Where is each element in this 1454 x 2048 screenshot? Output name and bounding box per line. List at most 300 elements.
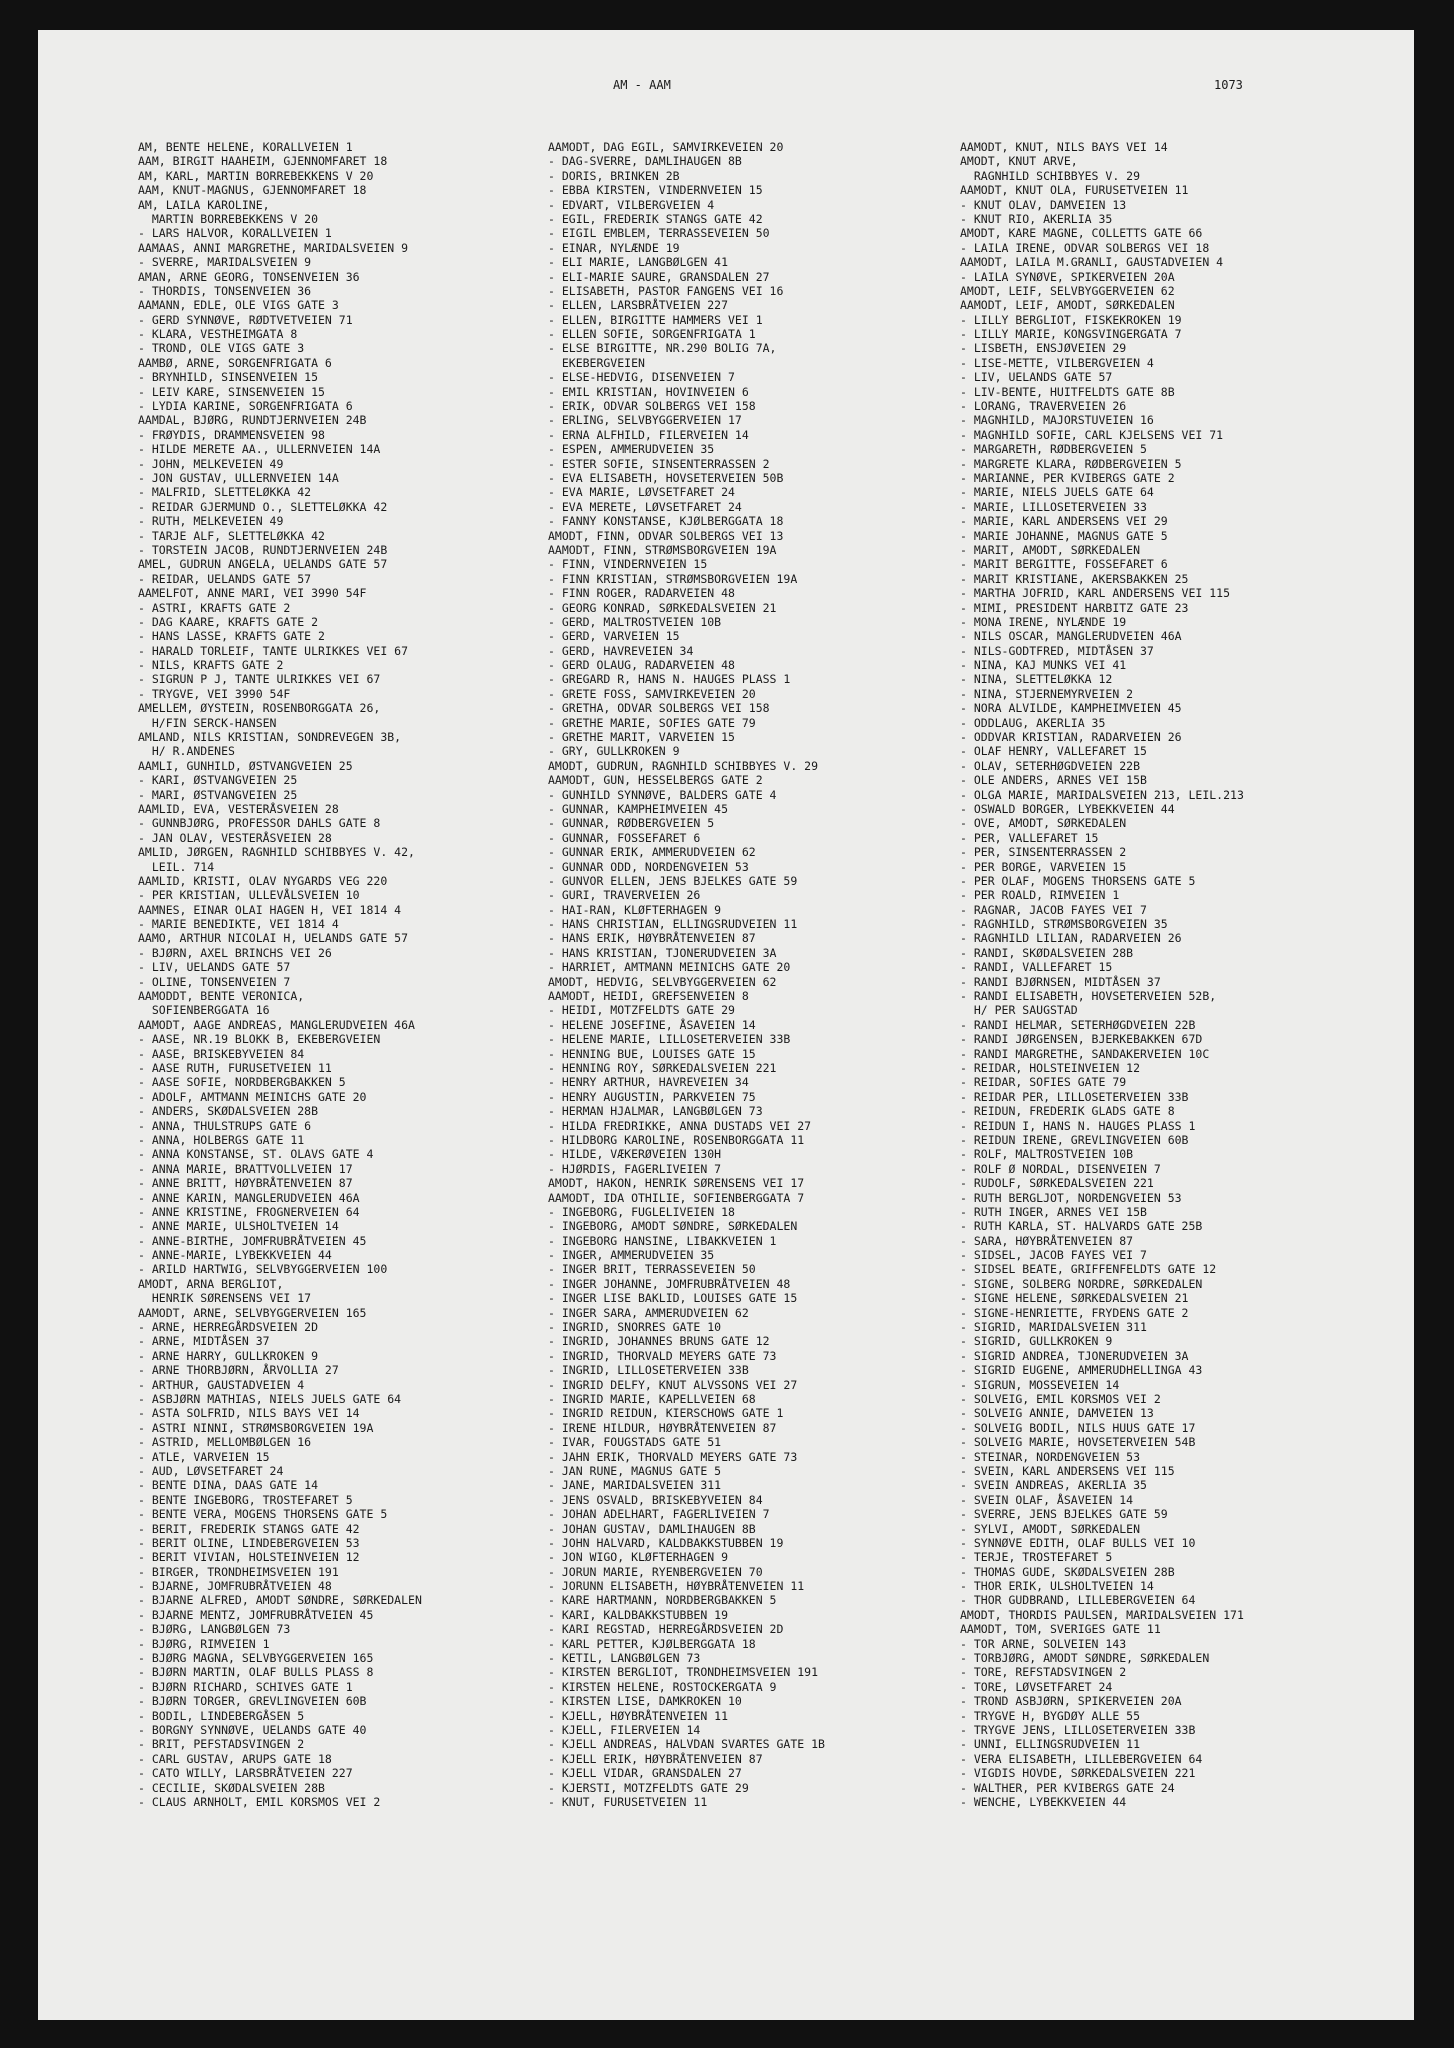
listing-entry: H/ R.ANDENES bbox=[138, 744, 235, 759]
listing-entry: - HANS LASSE, KRAFTS GATE 2 bbox=[138, 629, 325, 644]
listing-entry: - KARI, KALDBAKKSTUBBEN 19 bbox=[548, 1607, 729, 1622]
listing-entry: - WENCHE, LYBEKKVEIEN 44 bbox=[960, 1794, 1127, 1809]
listing-entry: - SYLVI, AMODT, SØRKEDALEN bbox=[960, 1521, 1141, 1536]
listing-entry: AMODT, HAKON, HENRIK SØRENSENS VEI 17 bbox=[548, 1176, 805, 1191]
listing-entry: - JOHAN GUSTAV, DAMLIHAUGEN 8B bbox=[548, 1521, 756, 1536]
listing-entry: - JOHAN ADELHART, FAGERLIVEIEN 7 bbox=[548, 1507, 770, 1522]
listing-entry: - KARL PETTER, KJØLBERGGATA 18 bbox=[548, 1636, 756, 1651]
listing-entry: - ARNE THORBJØRN, ÅRVOLLIA 27 bbox=[138, 1363, 339, 1378]
listing-entry: - ASBJØRN MATHIAS, NIELS JUELS GATE 64 bbox=[138, 1391, 402, 1406]
listing-entry: - MARIT BERGITTE, FOSSEFARET 6 bbox=[960, 557, 1168, 572]
listing-entry: - LEIV KARE, SINSENVEIEN 15 bbox=[138, 384, 325, 399]
listing-entry: - NINA, SLETTELØKKA 12 bbox=[960, 672, 1113, 687]
listing-entry: - RANDI, VALLEFARET 15 bbox=[960, 960, 1113, 975]
listing-entry: - GUNHILD SYNNØVE, BALDERS GATE 4 bbox=[548, 787, 777, 802]
listing-entry: - GRETHA, ODVAR SOLBERGS VEI 158 bbox=[548, 701, 770, 716]
listing-entry: - BENTE VERA, MOGENS THORSENS GATE 5 bbox=[138, 1507, 388, 1522]
listing-entry: - EINAR, NYLÆNDE 19 bbox=[548, 240, 680, 255]
listing-entry: - BERIT, FREDERIK STANGS GATE 42 bbox=[138, 1521, 360, 1536]
listing-entry: AAMDAL, BJØRG, RUNDTJERNVEIEN 24B bbox=[138, 413, 367, 428]
listing-entry: - ERNA ALFHILD, FILERVEIEN 14 bbox=[548, 427, 749, 442]
listing-entry: - FINN, VINDERNVEIEN 15 bbox=[548, 557, 708, 572]
listing-entry: - GUNNAR, RØDBERGVEIEN 5 bbox=[548, 816, 715, 831]
listing-entry: - INGRID MARIE, KAPELLVEIEN 68 bbox=[548, 1391, 756, 1406]
listing-entry: AMODT, KNUT ARVE, bbox=[960, 154, 1078, 169]
listing-entry: - ASTRI, KRAFTS GATE 2 bbox=[138, 600, 291, 615]
listing-entry: - BENTE INGEBORG, TROSTEFARET 5 bbox=[138, 1492, 353, 1507]
listing-entry: - EVA ELISABETH, HOVSETERVEIEN 50B bbox=[548, 470, 784, 485]
listing-entry: - GERD SYNNØVE, RØDTVETVEIEN 71 bbox=[138, 312, 353, 327]
listing-entry: - JON GUSTAV, ULLERNVEIEN 14A bbox=[138, 470, 339, 485]
listing-entry: - REIDAR PER, LILLOSETERVEIEN 33B bbox=[960, 1089, 1189, 1104]
listing-entry: AAMLID, EVA, VESTERÅSVEIEN 28 bbox=[138, 801, 339, 816]
listing-entry: AMLID, JØRGEN, RAGNHILD SCHIBBYES V. 42, bbox=[138, 845, 415, 860]
listing-entry: - OLE ANDERS, ARNES VEI 15B bbox=[960, 773, 1147, 788]
listing-entry: - SIDSEL, JACOB FAYES VEI 7 bbox=[960, 1248, 1147, 1263]
listing-entry: - INGER JOHANNE, JOMFRUBRÅTVEIEN 48 bbox=[548, 1276, 791, 1291]
listing-entry: - ASTRID, MELLOMBØLGEN 16 bbox=[138, 1435, 312, 1450]
listing-entry: - FINN ROGER, RADARVEIEN 48 bbox=[548, 586, 735, 601]
listing-entry: - HJØRDIS, FAGERLIVEIEN 7 bbox=[548, 1161, 722, 1176]
listing-entry: - GURI, TRAVERVEIEN 26 bbox=[548, 888, 701, 903]
listing-entry: - HANS CHRISTIAN, ELLINGSRUDVEIEN 11 bbox=[548, 917, 798, 932]
listing-entry: - GRETHE MARIT, VARVEIEN 15 bbox=[548, 730, 735, 745]
listing-entry: AAM, KNUT-MAGNUS, GJENNOMFARET 18 bbox=[138, 183, 367, 198]
listing-entry: AAMELFOT, ANNE MARI, VEI 3990 54F bbox=[138, 586, 367, 601]
listing-entry: - KJELL ANDREAS, HALVDAN SVARTES GATE 1B bbox=[548, 1737, 825, 1752]
listing-entry: - TERJE, TROSTEFARET 5 bbox=[960, 1550, 1113, 1565]
listing-entry: AMODT, ARNA BERGLIOT, bbox=[138, 1276, 284, 1291]
listing-entry: - SIGNE-HENRIETTE, FRYDENS GATE 2 bbox=[960, 1305, 1189, 1320]
listing-entry: - KNUT RIO, AKERLIA 35 bbox=[960, 211, 1113, 226]
listing-entry: AMELLEM, ØYSTEIN, ROSENBORGGATA 26, bbox=[138, 701, 381, 716]
listing-entry: - HANS KRISTIAN, TJONERUDVEIEN 3A bbox=[548, 945, 777, 960]
listing-entry: AAMBØ, ARNE, SORGENFRIGATA 6 bbox=[138, 355, 332, 370]
listing-entry: - INGRID, THORVALD MEYERS GATE 73 bbox=[548, 1348, 777, 1363]
listing-entry: MARTIN BORREBEKKENS V 20 bbox=[138, 211, 319, 226]
listing-entry: - GERD, MALTROSTVEIEN 10B bbox=[548, 614, 722, 629]
listing-entry: - JORUNN ELISABETH, HØYBRÅTENVEIEN 11 bbox=[548, 1579, 805, 1594]
listing-entry: - ROLF, MALTROSTVEIEN 10B bbox=[960, 1147, 1134, 1162]
listing-entry: - PER ROALD, RIMVEIEN 1 bbox=[960, 888, 1120, 903]
listing-entry: - SARA, HØYBRÅTENVEIEN 87 bbox=[960, 1233, 1134, 1248]
listing-entry: - ELISABETH, PASTOR FANGENS VEI 16 bbox=[548, 283, 784, 298]
listing-entry: - ODDLAUG, AKERLIA 35 bbox=[960, 715, 1106, 730]
listing-entry: AAMODT, IDA OTHILIE, SOFIENBERGGATA 7 bbox=[548, 1190, 805, 1205]
listing-entry: - EDVART, VILBERGVEIEN 4 bbox=[548, 197, 715, 212]
listing-entry: AM, BENTE HELENE, KORALLVEIEN 1 bbox=[138, 140, 353, 154]
listing-entry: - GERD, VARVEIEN 15 bbox=[548, 629, 680, 644]
listing-entry: - KJELL VIDAR, GRANSDALEN 27 bbox=[548, 1766, 742, 1781]
listing-entry: - INGER LISE BAKLID, LOUISES GATE 15 bbox=[548, 1291, 798, 1306]
listing-entry: H/ PER SAUGSTAD bbox=[960, 1003, 1078, 1018]
listing-entry: - TRYGVE JENS, LILLOSETERVEIEN 33B bbox=[960, 1722, 1196, 1737]
listing-entry: - ANNE-MARIE, LYBEKKVEIEN 44 bbox=[138, 1248, 332, 1263]
listing-entry: - HILDBORG KAROLINE, ROSENBORGGATA 11 bbox=[548, 1132, 805, 1147]
listing-entry: - RANDI JØRGENSEN, BJERKEBAKKEN 67D bbox=[960, 1032, 1203, 1047]
listing-entry: - TORSTEIN JACOB, RUNDTJERNVEIEN 24B bbox=[138, 542, 388, 557]
listing-entry: - BJØRG, LANGBØLGEN 73 bbox=[138, 1622, 291, 1637]
listing-entry: - MARIE, LILLOSETERVEIEN 33 bbox=[960, 499, 1147, 514]
listing-entry: AMODT, HEDVIG, SELVBYGGERVEIEN 62 bbox=[548, 974, 777, 989]
listing-entry: - SIGRID, GULLKROKEN 9 bbox=[960, 1334, 1113, 1349]
listing-entry: - VERA ELISABETH, LILLEBERGVEIEN 64 bbox=[960, 1751, 1203, 1766]
listing-entry: - INGEBORG HANSINE, LIBAKKVEIEN 1 bbox=[548, 1233, 777, 1248]
listing-entry: - BRIT, PEFSTADSVINGEN 2 bbox=[138, 1737, 305, 1752]
listing-entry: AAMLI, GUNHILD, ØSTVANGVEIEN 25 bbox=[138, 758, 353, 773]
listing-entry: - INGRID, SNORRES GATE 10 bbox=[548, 1320, 722, 1335]
listing-entry: - LISBETH, ENSJØVEIEN 29 bbox=[960, 341, 1127, 356]
listing-entry: - NINA, STJERNEMYRVEIEN 2 bbox=[960, 686, 1134, 701]
listing-entry: - ANNE-BIRTHE, JOMFRUBRÅTVEIEN 45 bbox=[138, 1233, 367, 1248]
listing-entry: - TROND ASBJØRN, SPIKERVEIEN 20A bbox=[960, 1694, 1182, 1709]
listing-entry: AMODT, FINN, ODVAR SOLBERGS VEI 13 bbox=[548, 528, 784, 543]
listing-entry: - HARALD TORLEIF, TANTE ULRIKKES VEI 67 bbox=[138, 643, 409, 658]
listing-entry: - ESPEN, AMMERUDVEIEN 35 bbox=[548, 442, 715, 457]
listing-entry: AAMODT, LEIF, AMODT, SØRKEDALEN bbox=[960, 298, 1175, 313]
listing-entry: - INGEBORG, FUGLELIVEIEN 18 bbox=[548, 1204, 735, 1219]
listing-entry: AAMODT, GUN, HESSELBERGS GATE 2 bbox=[548, 773, 763, 788]
listing-entry: - PER OLAF, MOGENS THORSENS GATE 5 bbox=[960, 873, 1196, 888]
listing-entry: AAMODT, ARNE, SELVBYGGERVEIEN 165 bbox=[138, 1305, 367, 1320]
listing-entry: - KARI, ØSTVANGVEIEN 25 bbox=[138, 773, 298, 788]
listing-entry: - AASE SOFIE, NORDBERGBAKKEN 5 bbox=[138, 1075, 346, 1090]
listing-entry: - ANNE BRITT, HØYBRÅTENVEIEN 87 bbox=[138, 1176, 353, 1191]
listing-entry: - INGRID, JOHANNES BRUNS GATE 12 bbox=[548, 1334, 770, 1349]
listing-column-2 bbox=[548, 140, 948, 1809]
listing-entry: - AASE, BRISKEBYVEIEN 84 bbox=[138, 1046, 305, 1061]
listing-entry: - HENRY ARTHUR, HAVREVEIEN 34 bbox=[548, 1075, 749, 1090]
listing-entry: - RANDI HELMAR, SETERHØGDVEIEN 22B bbox=[960, 1017, 1196, 1032]
listing-entry: - OLAV, SETERHØGDVEIEN 22B bbox=[960, 758, 1141, 773]
listing-entry: - BENTE DINA, DAAS GATE 14 bbox=[138, 1478, 319, 1493]
listing-entry: - TRYGVE, VEI 3990 54F bbox=[138, 686, 291, 701]
listing-entry: - JOHN, MELKEVEIEN 49 bbox=[138, 456, 284, 471]
listing-entry: - SVERRE, JENS BJELKES GATE 59 bbox=[960, 1507, 1168, 1522]
listing-entry: - HENNING ROY, SØRKEDALSVEIEN 221 bbox=[548, 1061, 777, 1075]
listing-entry: - DAG-SVERRE, DAMLIHAUGEN 8B bbox=[548, 154, 742, 169]
listing-entry: - RUDOLF, SØRKEDALSVEIEN 221 bbox=[960, 1176, 1154, 1191]
listing-entry: - SIGRUN P J, TANTE ULRIKKES VEI 67 bbox=[138, 672, 381, 687]
listing-entry: AMODT, LEIF, SELVBYGGERVEIEN 62 bbox=[960, 283, 1175, 298]
listing-entry: - GUNNAR, KAMPHEIMVEIEN 45 bbox=[548, 801, 729, 816]
listing-entry: - ELI-MARIE SAURE, GRANSDALEN 27 bbox=[548, 269, 770, 284]
listing-entry: - KETIL, LANGBØLGEN 73 bbox=[548, 1651, 701, 1666]
listing-entry: - SYNNØVE EDITH, OLAF BULLS VEI 10 bbox=[960, 1535, 1196, 1550]
listing-entry: - THOR ERIK, ULSHOLTVEIEN 14 bbox=[960, 1579, 1154, 1594]
listing-entry: - HELENE JOSEFINE, ÅSAVEIEN 14 bbox=[548, 1017, 756, 1032]
listing-entry: EKEBERGVEIEN bbox=[548, 355, 645, 370]
listing-entry: - PER, SINSENTERRASSEN 2 bbox=[960, 845, 1127, 860]
listing-entry: - OLAF HENRY, VALLEFARET 15 bbox=[960, 744, 1147, 759]
listing-entry: - GUNVOR ELLEN, JENS BJELKES GATE 59 bbox=[548, 873, 798, 888]
listing-entry: - LILLY BERGLIOT, FISKEKROKEN 19 bbox=[960, 312, 1182, 327]
listing-entry: - INGER, AMMERUDVEIEN 35 bbox=[548, 1248, 715, 1263]
listing-entry: - RANDI, SKØDALSVEIEN 28B bbox=[960, 945, 1134, 960]
listing-entry: - BJØRN RICHARD, SCHIVES GATE 1 bbox=[138, 1679, 353, 1694]
listing-entry: - DAG KAARE, KRAFTS GATE 2 bbox=[138, 614, 319, 629]
listing-entry: - MALFRID, SLETTELØKKA 42 bbox=[138, 485, 312, 500]
listing-entry: - THOMAS GUDE, SKØDALSVEIEN 28B bbox=[960, 1564, 1175, 1579]
listing-entry: - GEORG KONRAD, SØRKEDALSVEIEN 21 bbox=[548, 600, 777, 615]
listing-entry: - BJARNE ALFRED, AMODT SØNDRE, SØRKEDALEN bbox=[138, 1593, 422, 1608]
listing-entry: - MARIE, NIELS JUELS GATE 64 bbox=[960, 485, 1154, 500]
listing-entry: - GRETHE MARIE, SOFIES GATE 79 bbox=[548, 715, 756, 730]
listing-entry: - GUNNBJØRG, PROFESSOR DAHLS GATE 8 bbox=[138, 816, 381, 831]
listing-entry: - ELLEN, BIRGITTE HAMMERS VEI 1 bbox=[548, 312, 763, 327]
listing-entry: - HENRY AUGUSTIN, PARKVEIEN 75 bbox=[548, 1089, 756, 1104]
listing-entry: AM, LAILA KAROLINE, bbox=[138, 197, 270, 212]
listing-entry: - IRENE HILDUR, HØYBRÅTENVEIEN 87 bbox=[548, 1420, 777, 1435]
listing-entry: - LAILA IRENE, ODVAR SOLBERGS VEI 18 bbox=[960, 240, 1210, 255]
listing-entry: - STEINAR, NORDENGVEIEN 53 bbox=[960, 1449, 1141, 1464]
listing-entry: - RAGNHILD LILIAN, RADARVEIEN 26 bbox=[960, 931, 1182, 946]
listing-entry: - PER KRISTIAN, ULLEVÅLSVEIEN 10 bbox=[138, 888, 360, 903]
listing-entry: - KIRSTEN LISE, DAMKROKEN 10 bbox=[548, 1694, 742, 1709]
listing-entry: - BERIT OLINE, LINDEBERGVEIEN 53 bbox=[138, 1535, 360, 1550]
listing-entry: - RUTH INGER, ARNES VEI 15B bbox=[960, 1204, 1147, 1219]
listing-entry: - HAI-RAN, KLØFTERHAGEN 9 bbox=[548, 902, 722, 917]
listing-entry: - REIDUN I, HANS N. HAUGES PLASS 1 bbox=[960, 1118, 1196, 1133]
listing-entry: - EVA MARIE, LØVSETFARET 24 bbox=[548, 485, 735, 500]
listing-entry: - NILS OSCAR, MANGLERUDVEIEN 46A bbox=[960, 629, 1182, 644]
listing-entry: - REIDAR, UELANDS GATE 57 bbox=[138, 571, 312, 586]
listing-entry: AAM, BIRGIT HAAHEIM, GJENNOMFARET 18 bbox=[138, 154, 388, 169]
running-header: AM - AAM bbox=[613, 78, 671, 92]
listing-entry: - IVAR, FOUGSTADS GATE 51 bbox=[548, 1435, 722, 1450]
listing-entry: - RANDI ELISABETH, HOVSETERVEIEN 52B, bbox=[960, 989, 1217, 1004]
listing-entry: - LISE-METTE, VILBERGVEIEN 4 bbox=[960, 355, 1154, 370]
listing-entry: - SOLVEIG BODIL, NILS HUUS GATE 17 bbox=[960, 1420, 1196, 1435]
listing-entry: - REIDUN, FREDERIK GLADS GATE 8 bbox=[960, 1104, 1175, 1119]
listing-entry: - BERIT VIVIAN, HOLSTEINVEIEN 12 bbox=[138, 1550, 360, 1565]
listing-entry: - PER BORGE, VARVEIEN 15 bbox=[960, 859, 1127, 874]
listing-entry: HENRIK SØRENSENS VEI 17 bbox=[138, 1291, 312, 1306]
listing-entry: - JENS OSVALD, BRISKEBYVEIEN 84 bbox=[548, 1492, 763, 1507]
listing-entry: - MARTHA JOFRID, KARL ANDERSENS VEI 115 bbox=[960, 586, 1231, 601]
listing-entry: - REIDAR, HOLSTEINVEIEN 12 bbox=[960, 1061, 1141, 1075]
listing-entry: LEIL. 714 bbox=[138, 859, 215, 874]
listing-entry: - ELLEN, LARSBRÅTVEIEN 227 bbox=[548, 298, 729, 313]
listing-entry: - SOLVEIG ANNIE, DAMVEIEN 13 bbox=[960, 1406, 1154, 1421]
listing-entry: - TORE, REFSTADSVINGEN 2 bbox=[960, 1665, 1127, 1680]
listing-entry: AMLAND, NILS KRISTIAN, SONDREVEGEN 3B, bbox=[138, 730, 402, 745]
listing-entry: - ERLING, SELVBYGGERVEIEN 17 bbox=[548, 413, 742, 428]
listing-entry: - THOR GUDBRAND, LILLEBERGVEIEN 64 bbox=[960, 1593, 1196, 1608]
listing-entry: - CLAUS ARNHOLT, EMIL KORSMOS VEI 2 bbox=[138, 1794, 381, 1809]
listing-entry: - MONA IRENE, NYLÆNDE 19 bbox=[960, 614, 1127, 629]
listing-entry: - LYDIA KARINE, SORGENFRIGATA 6 bbox=[138, 399, 353, 414]
listing-entry: - CATO WILLY, LARSBRÅTVEIEN 227 bbox=[138, 1766, 353, 1781]
listing-entry: - JOHN HALVARD, KALDBAKKSTUBBEN 19 bbox=[548, 1535, 784, 1550]
listing-entry: AAMODT, KNUT OLA, FURUSETVEIEN 11 bbox=[960, 183, 1189, 198]
listing-entry: - JAN OLAV, VESTERÅSVEIEN 28 bbox=[138, 830, 332, 845]
listing-entry: AMODT, GUDRUN, RAGNHILD SCHIBBYES V. 29 bbox=[548, 758, 819, 773]
listing-entry: - SVEIN, KARL ANDERSENS VEI 115 bbox=[960, 1463, 1175, 1478]
listing-entry: SOFIENBERGGATA 16 bbox=[138, 1003, 270, 1018]
listing-entry: - ARTHUR, GAUSTADVEIEN 4 bbox=[138, 1377, 305, 1392]
listing-entry: - MAGNHILD, MAJORSTUVEIEN 16 bbox=[960, 413, 1154, 428]
listing-entry: - CECILIE, SKØDALSVEIEN 28B bbox=[138, 1780, 325, 1795]
listing-entry: - MIMI, PRESIDENT HARBITZ GATE 23 bbox=[960, 600, 1189, 615]
listing-entry: - INGER SARA, AMMERUDVEIEN 62 bbox=[548, 1305, 749, 1320]
listing-entry: - REIDAR, SOFIES GATE 79 bbox=[960, 1075, 1127, 1090]
page-number: 1073 bbox=[1214, 78, 1243, 92]
listing-entry: - HEIDI, MOTZFELDTS GATE 29 bbox=[548, 1003, 735, 1018]
listing-entry: - JORUN MARIE, RYENBERGVEIEN 70 bbox=[548, 1564, 763, 1579]
listing-entry: - BJØRN MARTIN, OLAF BULLS PLASS 8 bbox=[138, 1665, 374, 1680]
listing-entry: - AASE RUTH, FURUSETVEIEN 11 bbox=[138, 1061, 332, 1075]
listing-entry: - LARS HALVOR, KORALLVEIEN 1 bbox=[138, 226, 332, 241]
listing-entry: - UNNI, ELLINGSRUDVEIEN 11 bbox=[960, 1737, 1141, 1752]
listing-entry: AMODT, THORDIS PAULSEN, MARIDALSVEIEN 171 bbox=[960, 1607, 1244, 1622]
listing-entry: - INGRID, LILLOSETERVEIEN 33B bbox=[548, 1363, 749, 1378]
listing-entry: - TROND, OLE VIGS GATE 3 bbox=[138, 341, 305, 356]
listing-entry: H/FIN SERCK-HANSEN bbox=[138, 715, 277, 730]
listing-entry: - SIGRID ANDREA, TJONERUDVEIEN 3A bbox=[960, 1348, 1189, 1363]
listing-entry: - TOR ARNE, SOLVEIEN 143 bbox=[960, 1636, 1127, 1651]
listing-entry: - WALTHER, PER KVIBERGS GATE 24 bbox=[960, 1780, 1175, 1795]
listing-entry: - ANNA MARIE, BRATTVOLLVEIEN 17 bbox=[138, 1161, 353, 1176]
listing-entry: - BJARNE, JOMFRUBRÅTVEIEN 48 bbox=[138, 1579, 332, 1594]
listing-entry: - LIV, UELANDS GATE 57 bbox=[960, 370, 1113, 385]
listing-entry: - BODIL, LINDEBERGÅSEN 5 bbox=[138, 1708, 305, 1723]
listing-entry: - HANS ERIK, HØYBRÅTENVEIEN 87 bbox=[548, 931, 756, 946]
listing-entry: - RANDI MARGRETHE, SANDAKERVEIEN 10C bbox=[960, 1046, 1210, 1061]
listing-entry: - MARIE, KARL ANDERSENS VEI 29 bbox=[960, 514, 1168, 529]
listing-entry: - JON WIGO, KLØFTERHAGEN 9 bbox=[548, 1550, 729, 1565]
listing-entry: - ANNE KARIN, MANGLERUDVEIEN 46A bbox=[138, 1190, 360, 1205]
listing-entry: - MARGRETE KLARA, RØDBERGVEIEN 5 bbox=[960, 456, 1182, 471]
listing-entry: - AASE, NR.19 BLOKK B, EKEBERGVEIEN bbox=[138, 1032, 381, 1047]
listing-entry: AAMNES, EINAR OLAI HAGEN H, VEI 1814 4 bbox=[138, 902, 402, 917]
listing-entry: - OLINE, TONSENVEIEN 7 bbox=[138, 974, 291, 989]
listing-entry: - ATLE, VARVEIEN 15 bbox=[138, 1449, 270, 1464]
listing-entry: - DORIS, BRINKEN 2B bbox=[548, 168, 680, 183]
listing-entry: AM, KARL, MARTIN BORREBEKKENS V 20 bbox=[138, 168, 374, 183]
listing-entry: AAMO, ARTHUR NICOLAI H, UELANDS GATE 57 bbox=[138, 931, 409, 946]
listing-entry: - MARIT KRISTIANE, AKERSBAKKEN 25 bbox=[960, 571, 1189, 586]
listing-entry: - HILDE, VÆKERØVEIEN 130H bbox=[548, 1147, 722, 1162]
listing-entry: - GRY, GULLKROKEN 9 bbox=[548, 744, 680, 759]
listing-entry: - EGIL, FREDERIK STANGS GATE 42 bbox=[548, 211, 763, 226]
listing-entry: - GERD OLAUG, RADARVEIEN 48 bbox=[548, 658, 735, 673]
listing-entry: - MAGNHILD SOFIE, CARL KJELSENS VEI 71 bbox=[960, 427, 1224, 442]
listing-entry: - THORDIS, TONSENVEIEN 36 bbox=[138, 283, 312, 298]
listing-entry: - ANNE MARIE, ULSHOLTVEIEN 14 bbox=[138, 1219, 339, 1234]
listing-entry: - KJELL, HØYBRÅTENVEIEN 11 bbox=[548, 1708, 729, 1723]
listing-column-1 bbox=[138, 140, 538, 1809]
listing-entry: - RUTH, MELKEVEIEN 49 bbox=[138, 514, 284, 529]
listing-entry: AAMANN, EDLE, OLE VIGS GATE 3 bbox=[138, 298, 339, 313]
listing-entry: - SIGRUN, MOSSEVEIEN 14 bbox=[960, 1377, 1120, 1392]
listing-entry: - HILDA FREDRIKKE, ANNA DUSTADS VEI 27 bbox=[548, 1118, 812, 1133]
listing-entry: AMODT, KARE MAGNE, COLLETTS GATE 66 bbox=[960, 226, 1203, 241]
listing-entry: - KIRSTEN BERGLIOT, TRONDHEIMSVEIEN 191 bbox=[548, 1665, 819, 1680]
listing-entry: - ESTER SOFIE, SINSENTERRASSEN 2 bbox=[548, 456, 770, 471]
listing-entry: AMAN, ARNE GEORG, TONSENVEIEN 36 bbox=[138, 269, 360, 284]
listing-entry: - RUTH BERGLJOT, NORDENGVEIEN 53 bbox=[960, 1190, 1182, 1205]
listing-entry: - BJØRG MAGNA, SELVBYGGERVEIEN 165 bbox=[138, 1651, 374, 1666]
listing-entry: - ARILD HARTWIG, SELVBYGGERVEIEN 100 bbox=[138, 1262, 388, 1277]
listing-entry: - KLARA, VESTHEIMGATA 8 bbox=[138, 327, 298, 342]
listing-entry: - FINN KRISTIAN, STRØMSBORGVEIEN 19A bbox=[548, 571, 798, 586]
listing-entry: AAMODT, KNUT, NILS BAYS VEI 14 bbox=[960, 140, 1168, 154]
listing-entry: - SVEIN OLAF, ÅSAVEIEN 14 bbox=[960, 1492, 1134, 1507]
listing-entry: - TRYGVE H, BYGDØY ALLE 55 bbox=[960, 1708, 1141, 1723]
listing-entry: AAMODT, HEIDI, GREFSENVEIEN 8 bbox=[548, 989, 749, 1004]
listing-entry: - MARI, ØSTVANGVEIEN 25 bbox=[138, 787, 298, 802]
listing-entry: - ADOLF, AMTMANN MEINICHS GATE 20 bbox=[138, 1089, 367, 1104]
listing-entry: - SIGNE HELENE, SØRKEDALSVEIEN 21 bbox=[960, 1291, 1189, 1306]
listing-entry: - SOLVEIG MARIE, HOVSETERVEIEN 54B bbox=[960, 1435, 1196, 1450]
listing-entry: - MARIT, AMODT, SØRKEDALEN bbox=[960, 542, 1141, 557]
listing-entry: - REIDAR GJERMUND O., SLETTELØKKA 42 bbox=[138, 499, 388, 514]
listing-entry: - ANNA, THULSTRUPS GATE 6 bbox=[138, 1118, 312, 1133]
listing-entry: - GUNNAR ODD, NORDENGVEIEN 53 bbox=[548, 859, 749, 874]
listing-entry: - RUTH KARLA, ST. HALVARDS GATE 25B bbox=[960, 1219, 1203, 1234]
listing-entry: - PER, VALLEFARET 15 bbox=[960, 830, 1099, 845]
listing-entry: - SVERRE, MARIDALSVEIEN 9 bbox=[138, 255, 312, 270]
listing-entry: - FRØYDIS, DRAMMENSVEIEN 98 bbox=[138, 427, 325, 442]
listing-entry: - INGEBORG, AMODT SØNDRE, SØRKEDALEN bbox=[548, 1219, 798, 1234]
listing-entry: - BJARNE MENTZ, JOMFRUBRÅTVEIEN 45 bbox=[138, 1607, 374, 1622]
listing-entry: - ASTA SOLFRID, NILS BAYS VEI 14 bbox=[138, 1406, 360, 1421]
listing-entry: - EMIL KRISTIAN, HOVINVEIEN 6 bbox=[548, 384, 749, 399]
listing-entry: - ASTRI NINNI, STRØMSBORGVEIEN 19A bbox=[138, 1420, 374, 1435]
listing-entry: - KNUT, FURUSETVEIEN 11 bbox=[548, 1794, 708, 1809]
listing-entry: - ANNE KRISTINE, FROGNERVEIEN 64 bbox=[138, 1204, 360, 1219]
listing-entry: - NILS-GODTFRED, MIDTÅSEN 37 bbox=[960, 643, 1154, 658]
listing-entry: - LORANG, TRAVERVEIEN 26 bbox=[960, 399, 1127, 414]
listing-entry: - FANNY KONSTANSE, KJØLBERGGATA 18 bbox=[548, 514, 784, 529]
listing-entry: - HENNING BUE, LOUISES GATE 15 bbox=[548, 1046, 756, 1061]
listing-entry: - GUNNAR ERIK, AMMERUDVEIEN 62 bbox=[548, 845, 756, 860]
listing-entry: - BJØRN, AXEL BRINCHS VEI 26 bbox=[138, 945, 332, 960]
listing-entry: - MARGARETH, RØDBERGVEIEN 5 bbox=[960, 442, 1147, 457]
listing-entry: - EBBA KIRSTEN, VINDERNVEIEN 15 bbox=[548, 183, 763, 198]
listing-entry: - LAILA SYNØVE, SPIKERVEIEN 20A bbox=[960, 269, 1175, 284]
listing-entry: - OVE, AMODT, SØRKEDALEN bbox=[960, 816, 1127, 831]
listing-entry: - SIGRID EUGENE, AMMERUDHELLINGA 43 bbox=[960, 1363, 1203, 1378]
listing-entry: - AUD, LØVSETFARET 24 bbox=[138, 1463, 284, 1478]
listing-entry: - ERIK, ODVAR SOLBERGS VEI 158 bbox=[548, 399, 756, 414]
listing-entry: AAMODT, FINN, STRØMSBORGVEIEN 19A bbox=[548, 542, 777, 557]
listing-entry: - NORA ALVILDE, KAMPHEIMVEIEN 45 bbox=[960, 701, 1182, 716]
listing-entry: - HARRIET, AMTMANN MEINICHS GATE 20 bbox=[548, 960, 791, 975]
listing-entry: - JAN RUNE, MAGNUS GATE 5 bbox=[548, 1463, 722, 1478]
listing-entry: - ROLF Ø NORDAL, DISENVEIEN 7 bbox=[960, 1161, 1161, 1176]
listing-entry: - BIRGER, TRONDHEIMSVEIEN 191 bbox=[138, 1564, 339, 1579]
listing-entry: - SIGNE, SOLBERG NORDRE, SØRKEDALEN bbox=[960, 1276, 1203, 1291]
listing-entry: - MARIANNE, PER KVIBERGS GATE 2 bbox=[960, 470, 1175, 485]
listing-entry: - BRYNHILD, SINSENVEIEN 15 bbox=[138, 370, 319, 385]
listing-entry: AAMODT, AAGE ANDREAS, MANGLERUDVEIEN 46A bbox=[138, 1017, 415, 1032]
listing-entry: - TORE, LØVSETFARET 24 bbox=[960, 1679, 1113, 1694]
listing-entry: - KJELL, FILERVEIEN 14 bbox=[548, 1722, 701, 1737]
listing-entry: - BORGNY SYNNØVE, UELANDS GATE 40 bbox=[138, 1722, 367, 1737]
listing-entry: AAMODT, TOM, SVERIGES GATE 11 bbox=[960, 1622, 1161, 1637]
listing-entry: - SIDSEL BEATE, GRIFFENFELDTS GATE 12 bbox=[960, 1262, 1217, 1277]
listing-entry: - BJØRN TORGER, GREVLINGVEIEN 60B bbox=[138, 1694, 367, 1709]
listing-entry: - ARNE, HERREGÅRDSVEIEN 2D bbox=[138, 1320, 319, 1335]
listing-entry: AAMODT, LAILA M.GRANLI, GAUSTADVEIEN 4 bbox=[960, 255, 1224, 270]
listing-entry: - ARNE, MIDTÅSEN 37 bbox=[138, 1334, 270, 1349]
listing-entry: - KNUT OLAV, DAMVEIEN 13 bbox=[960, 197, 1127, 212]
listing-entry: - KJERSTI, MOTZFELDTS GATE 29 bbox=[548, 1780, 749, 1795]
listing-entry: - GREGARD R, HANS N. HAUGES PLASS 1 bbox=[548, 672, 791, 687]
listing-entry: - OLGA MARIE, MARIDALSVEIEN 213, LEIL.213 bbox=[960, 787, 1244, 802]
